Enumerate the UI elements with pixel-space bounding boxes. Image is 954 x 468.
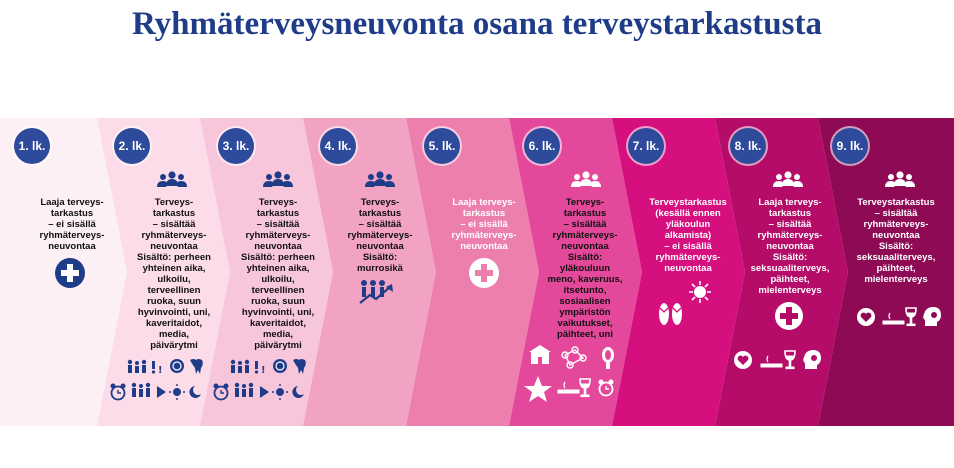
grade-badge-5: 5. lk. [424, 128, 460, 164]
grade-badge-3: 3. lk. [218, 128, 254, 164]
grade-6-description: Terveys- tarkastus – sisältää ryhmäterveys- neuvontaa Sisältö: yläkouluun meno, kaveruus, itsetunto, sosiaalisen ympäristön vaikutukset, päihteet, uni [547, 197, 623, 340]
grade-8-description: Laaja terveys- tarkastus – sisältää ryhmäterveys- neuvontaa Sisältö: seksuaaliterveys, päihteet, mielenterveys [750, 197, 830, 296]
grade-badge-4: 4. lk. [320, 128, 356, 164]
grade-4-description: Terveys- tarkastus – sisältää ryhmäterveys- neuvontaa Sisältö: murrosikä [347, 197, 413, 274]
grade-badge-1: 1. lk. [14, 128, 50, 164]
grade-badge-2: 2. lk. [114, 128, 150, 164]
grade-9-description: Terveystarkastus – sisältää ryhmäterveys- neuvontaa Sisältö: seksuaaliterveys, päihteet, mielenterveys [856, 197, 936, 285]
svg-text:!: ! [261, 365, 266, 376]
svg-text:!: ! [158, 365, 163, 376]
grade-7-description: Terveystarkastus (kesällä ennen yläkoulun alkamista) – ei sisällä ryhmäterveys- neuvontaa [649, 197, 727, 274]
grade-badge-9: 9. lk. [832, 128, 868, 164]
grade-1-description: Laaja terveys- tarkastus – ei sisällä ryhmäterveys- neuvontaa [39, 197, 105, 252]
grade-5-description: Laaja terveys- tarkastus – ei sisällä ryhmäterveys- neuvontaa [451, 197, 517, 252]
grade-badge-8: 8. lk. [730, 128, 766, 164]
grade-2-description: Terveys- tarkastus – sisältää ryhmäterveys- neuvontaa Sisältö: perheen yhteinen aika, ulkoilu, terveellinen ruoka, suun hyvinvointi, uni, kaveritaidot, media, päivärytmi [137, 197, 211, 351]
grade-3-description: Terveys- tarkastus – sisältää ryhmäterveys- neuvontaa Sisältö: perheen yhteinen aika, ulkoilu, terveellinen ruoka, suun hyvinvointi, uni, kaveritaidot, media, päivärytmi [241, 197, 315, 351]
grade-badge-6: 6. lk. [524, 128, 560, 164]
page-title: Ryhmäterveysneuvonta osana terveystarkastusta [132, 6, 822, 42]
grade-badge-7: 7. lk. [628, 128, 664, 164]
